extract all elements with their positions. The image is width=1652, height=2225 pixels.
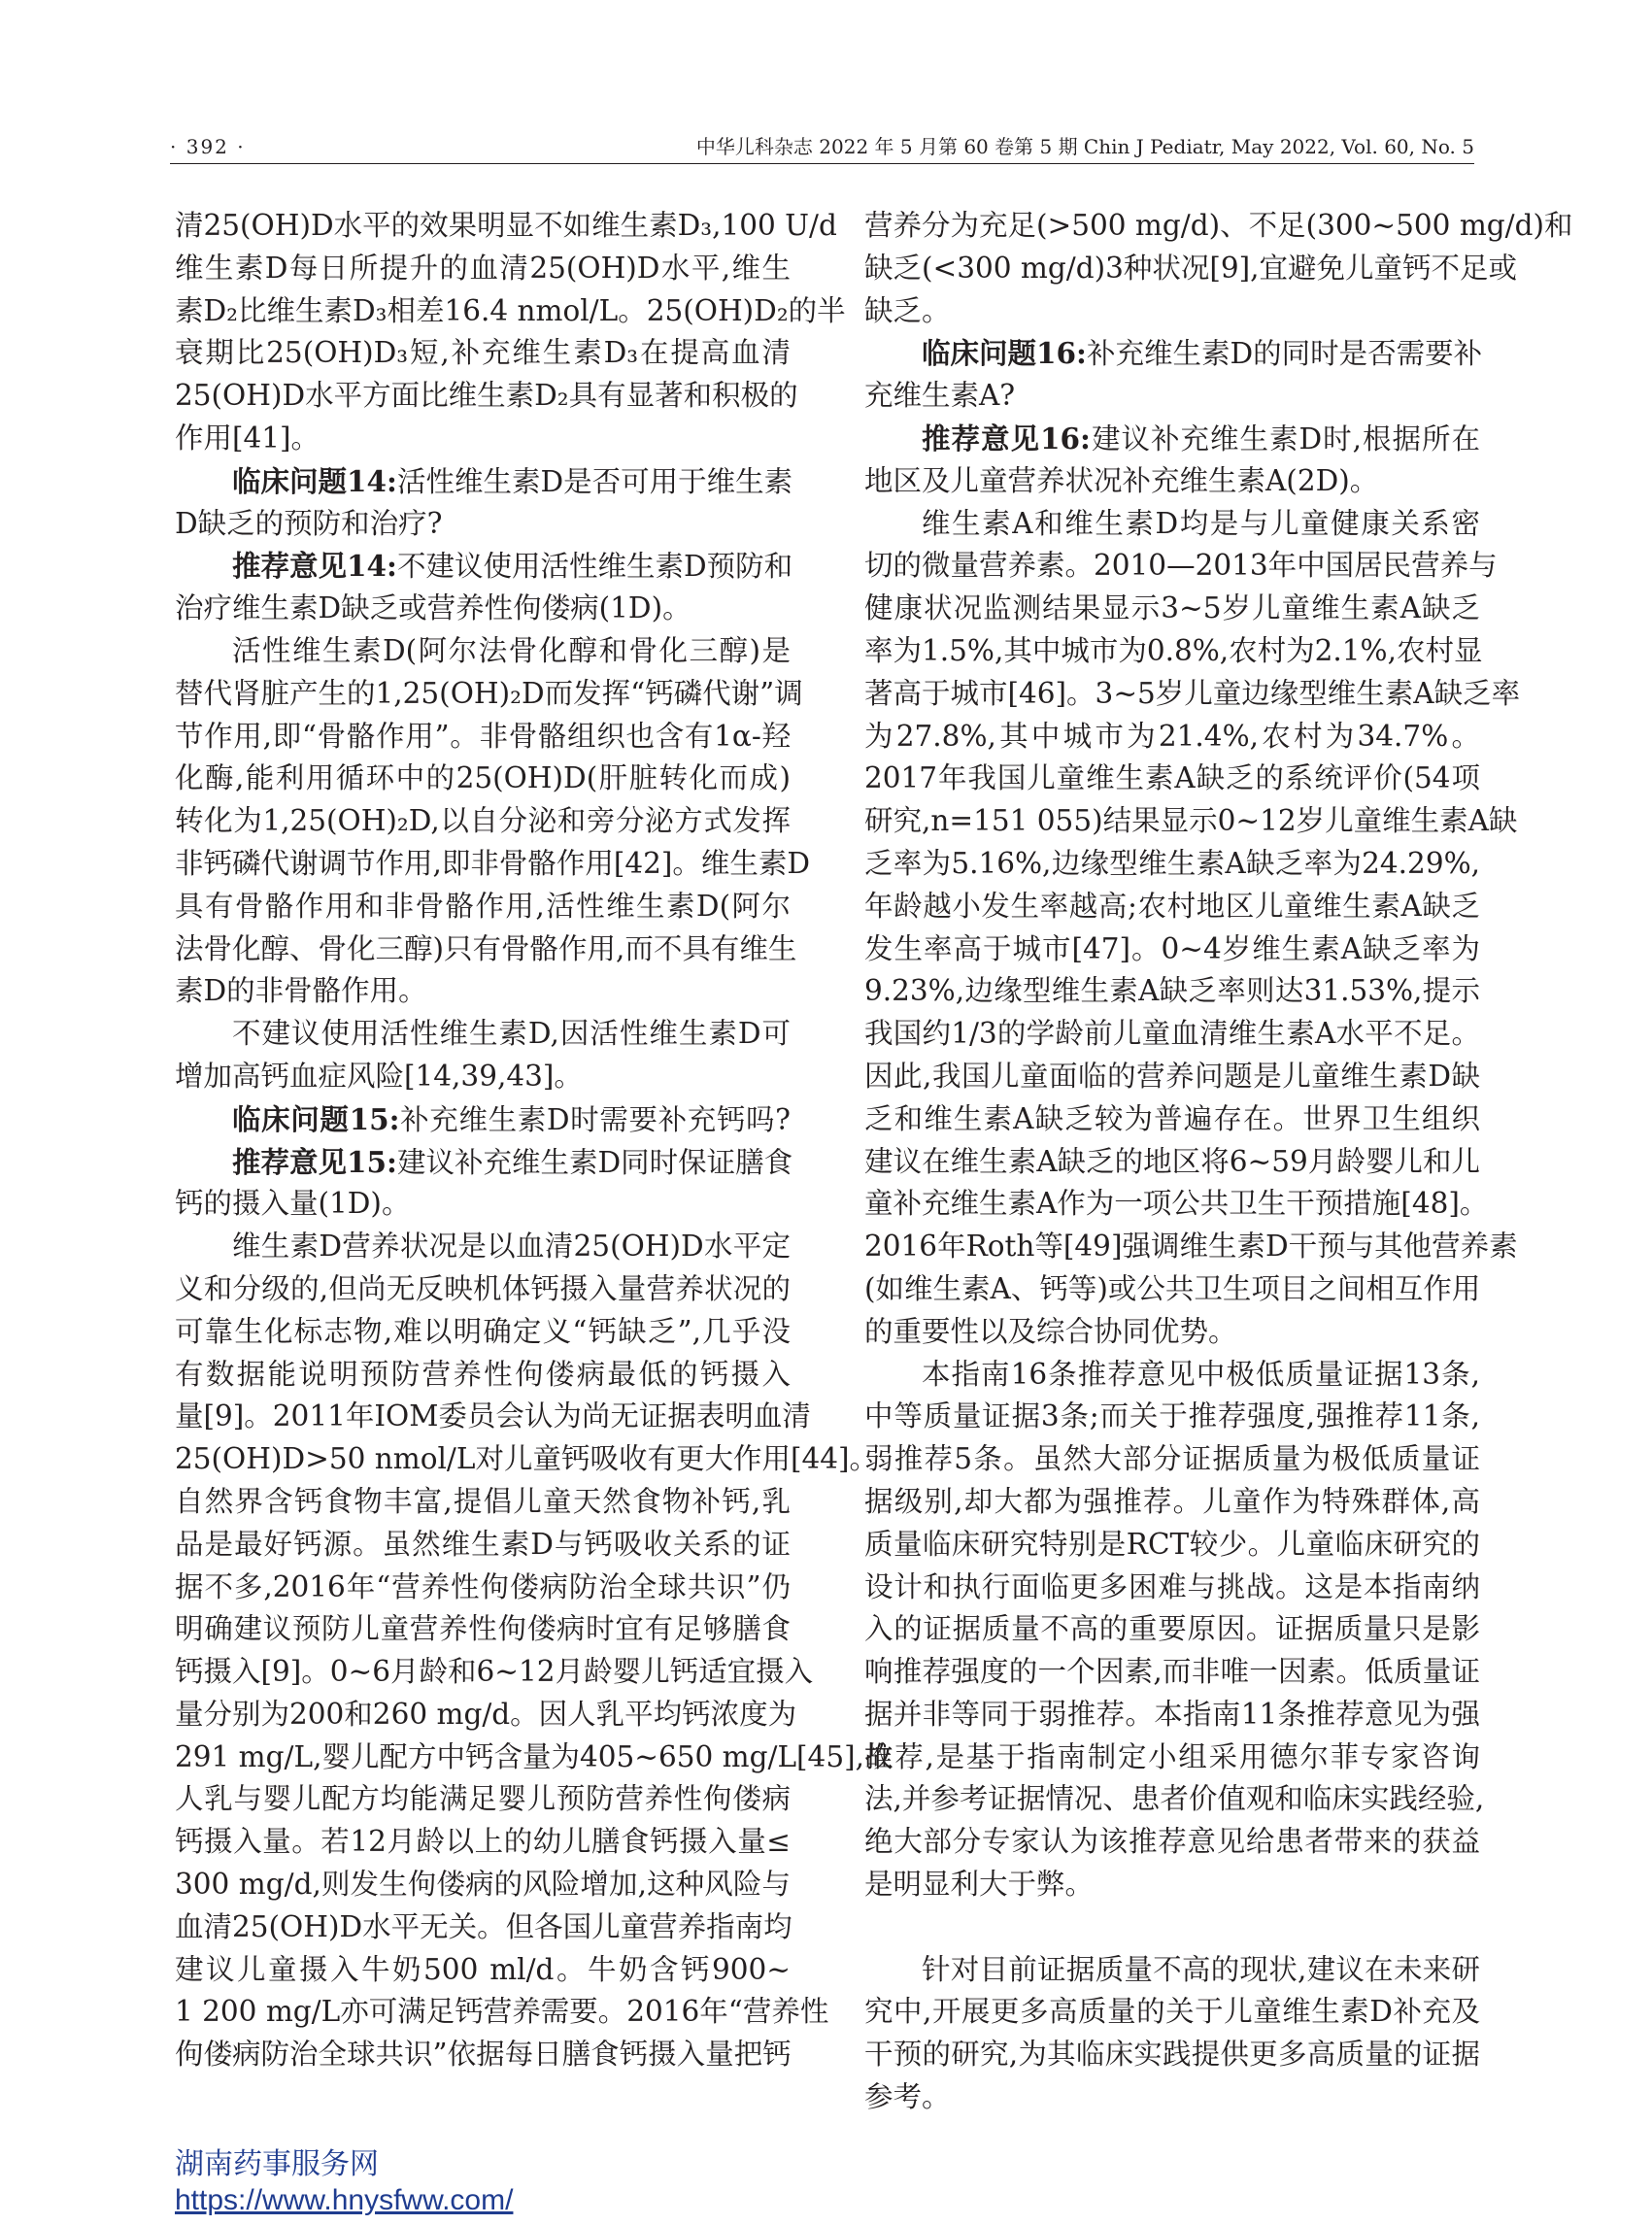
text-line (175, 1056, 791, 1098)
line-text: 参考。 (864, 2080, 951, 2114)
line-text: 291 mg/L,婴儿配方中钙含量为405~650 mg/L[45],故 (175, 1739, 893, 1773)
line-text: 衰期比25(OH)D₃短,补充维生素D₃在提高血清 (175, 336, 791, 370)
line-text: 绝大部分专家认为该推荐意见给患者带来的获益 (864, 1825, 1480, 1859)
question-label: 推荐意见15: (232, 1144, 397, 1179)
text-line (175, 290, 846, 333)
line-text: 建议在维生素A缺乏的地区将6~59月龄婴儿和儿 (864, 1144, 1480, 1178)
line-text: 法骨化醇、骨化三醇)只有骨骼作用,而不具有维生 (175, 931, 797, 965)
line-text: 化酶,能利用循环中的25(OH)D(肝脏转化而成) (175, 761, 791, 795)
line-text: 具有骨骼作用和非骨骼作用,活性维生素D(阿尔 (175, 889, 791, 923)
question-label: 推荐意见16: (922, 421, 1091, 455)
line-text: 弱推荐5条。虽然大部分证据质量为极低质量证 (864, 1442, 1480, 1476)
text-line (175, 1821, 791, 1864)
line-text: 我国约1/3的学龄前儿童血清维生素A水平不足。 (864, 1017, 1480, 1051)
text-line (864, 886, 1480, 928)
line-text: 清25(OH)D水平的效果明显不如维生素D₃,100 U/d (175, 209, 837, 242)
line-text: 建议补充维生素D同时保证膳食 (396, 1145, 793, 1179)
line-text: 健康状况监测结果显示3~5岁儿童维生素A缺乏 (864, 591, 1480, 625)
question-label: 临床问题15: (232, 1101, 400, 1136)
line-text: 钙摄入[9]。0~6月龄和6~12月龄婴儿钙适宜摄入 (175, 1655, 814, 1689)
line-text: 钙摄入量。若12月龄以上的幼儿膳食钙摄入量≤ (175, 1825, 791, 1859)
text-line (175, 843, 811, 886)
text-line (864, 2076, 1480, 2119)
text-line (864, 418, 1480, 460)
text-line (864, 2034, 1480, 2076)
text-line (175, 1311, 791, 1354)
text-line (864, 1906, 1480, 1949)
line-text: 入的证据质量不高的重要原因。证据质量只是影 (864, 1612, 1480, 1646)
line-text: 推荐,是基于指南制定小组采用德尔菲专家咨询 (864, 1739, 1480, 1773)
text-line (175, 1949, 791, 1992)
text-line (175, 1906, 791, 1949)
text-line (864, 1991, 1480, 2034)
text-line (175, 1651, 814, 1694)
line-text: 节作用,即“骨骼作用”。非骨骼组织也含有1α-羟 (175, 719, 791, 753)
text-line (175, 886, 791, 928)
text-line (864, 1226, 1518, 1268)
line-text: 据级别,却大都为强推荐。儿童作为特殊群体,高 (864, 1484, 1480, 1518)
line-text: 缺乏。 (864, 293, 951, 327)
line-text: 建议儿童摄入牛奶500 ml/d。牛奶含钙900~ (175, 1952, 791, 1986)
line-text: 质量临床研究特别是RCT较少。儿童临床研究的 (864, 1527, 1480, 1561)
line-text: 维生素A和维生素D均是与儿童健康关系密 (922, 506, 1480, 540)
text-line (175, 1736, 893, 1779)
line-text: 地区及儿童营养状况补充维生素A(2D)。 (864, 463, 1379, 497)
line-text: 素D₂比维生素D₃相差16.4 nmol/L。25(OH)D₂的半 (175, 293, 846, 327)
text-line (864, 588, 1480, 630)
text-line (175, 1608, 791, 1651)
text-line (864, 673, 1521, 716)
line-text: 缺乏(<300 mg/d)3种状况[9],宜避免儿童钙不足或 (864, 251, 1518, 285)
text-line (864, 630, 1483, 673)
line-text: 9.23%,边缘型维生素A缺乏率则达31.53%,提示 (864, 974, 1480, 1008)
text-line (864, 1311, 1480, 1354)
line-text: 乏率为5.16%,边缘型维生素A缺乏率为24.29%, (864, 846, 1480, 880)
line-text: 发生率高于城市[47]。0~4岁维生素A缺乏率为 (864, 931, 1480, 965)
page-number: · 392 · (170, 135, 246, 158)
line-text: 维生素D每日所提升的血清25(OH)D水平,维生 (175, 251, 791, 285)
site-url-link[interactable]: https://www.hnysfww.com/ (175, 2184, 514, 2216)
text-line (175, 673, 803, 716)
text-line (175, 970, 791, 1013)
line-text: 量分别为200和260 mg/d。因人乳平均钙浓度为 (175, 1697, 797, 1731)
text-line (175, 1694, 797, 1736)
text-line (175, 588, 791, 630)
text-line (175, 248, 791, 290)
text-line (864, 928, 1480, 971)
line-text: 2016年Roth等[49]强调维生素D干预与其他营养素 (864, 1230, 1518, 1264)
line-text: 活性维生素D(阿尔法骨化醇和骨化三醇)是 (232, 633, 791, 667)
line-text: 钙的摄入量(1D)。 (175, 1187, 411, 1221)
line-text: 据不多,2016年“营养性佝偻病防治全球共识”仍 (175, 1569, 791, 1603)
line-text: 补充维生素D时需要补充钙吗? (399, 1102, 791, 1136)
text-line (864, 1183, 1489, 1226)
line-text: 是明显利大于弊。 (864, 1868, 1095, 1902)
line-text: 本指南16条推荐意见中极低质量证据13条, (922, 1357, 1480, 1391)
line-text: 义和分级的,但尚无反映机体钙摄入量营养状况的 (175, 1271, 791, 1305)
text-line (864, 1396, 1480, 1438)
text-line (175, 758, 791, 800)
text-line (175, 928, 797, 971)
line-text: 不建议使用活性维生素D,因活性维生素D可 (232, 1017, 791, 1051)
text-line (175, 205, 837, 248)
text-line (175, 1778, 791, 1821)
line-text: 中等质量证据3条;而关于推荐强度,强推荐11条, (864, 1399, 1480, 1433)
text-line (864, 1736, 1480, 1779)
line-text: (如维生素A、钙等)或公共卫生项目之间相互作用 (864, 1271, 1481, 1305)
line-text: 干预的研究,为其临床实践提供更多高质量的证据 (864, 2038, 1480, 2072)
line-text: 血清25(OH)D水平无关。但各国儿童营养指南均 (175, 1909, 792, 1943)
text-line (175, 332, 791, 375)
text-line (864, 758, 1480, 800)
right-column (864, 205, 1573, 2119)
line-text: 营养分为充足(>500 mg/d)、不足(300~500 mg/d)和 (864, 209, 1573, 242)
text-line (175, 716, 791, 759)
journal-citation: 中华儿科杂志 2022 年 5 月第 60 卷第 5 期 Chin J Pediatr, May 2022, Vol. 60, No. 5 (695, 135, 1474, 158)
text-line (175, 1268, 791, 1311)
line-text: 25(OH)D>50 nmol/L对儿童钙吸收有更大作用[44]。 (175, 1442, 879, 1476)
text-line (175, 1481, 791, 1524)
text-line (175, 1226, 791, 1268)
line-text: 佝偻病防治全球共识”依据每日膳食钙摄入量把钙 (175, 2038, 792, 2072)
text-line (175, 1098, 791, 1141)
text-line (864, 460, 1480, 503)
running-header (170, 130, 1474, 164)
line-text: 响推荐强度的一个因素,而非唯一因素。低质量证 (864, 1655, 1480, 1689)
text-line (864, 205, 1573, 248)
text-line (864, 545, 1498, 588)
text-line (864, 716, 1480, 759)
text-line (175, 503, 791, 546)
line-text: 设计和执行面临更多困难与挑战。这是本指南纳 (864, 1569, 1480, 1603)
text-line (864, 1524, 1480, 1567)
line-text: 的重要性以及综合协同优势。 (864, 1314, 1237, 1348)
line-text: 乏和维生素A缺乏较为普遍存在。世界卫生组织 (864, 1101, 1480, 1135)
text-line (864, 800, 1518, 843)
text-line (864, 503, 1480, 546)
line-text: 研究,n=151 055)结果显示0~12岁儿童维生素A缺 (864, 804, 1518, 838)
text-line (864, 1268, 1480, 1311)
line-text: 量[9]。2011年IOM委员会认为尚无证据表明血清 (175, 1399, 811, 1433)
line-text: 年龄越小发生率越高;农村地区儿童维生素A缺乏 (864, 889, 1480, 923)
line-text: 率为1.5%,其中城市为0.8%,农村为2.1%,农村显 (864, 633, 1483, 667)
text-line (864, 332, 1483, 375)
line-text: 补充维生素D的同时是否需要补 (1086, 337, 1483, 371)
line-text: 有数据能说明预防营养性佝偻病最低的钙摄入 (175, 1357, 791, 1391)
line-text: 充维生素A? (864, 379, 1016, 413)
text-line (175, 1991, 829, 2034)
line-text: 童补充维生素A作为一项公共卫生干预措施[48]。 (864, 1187, 1489, 1221)
left-column (175, 205, 893, 2076)
text-line (864, 1567, 1480, 1609)
text-line (864, 1864, 1480, 1906)
text-line (175, 418, 791, 460)
text-line (864, 1821, 1480, 1864)
text-line (175, 1567, 791, 1609)
text-line (175, 1864, 791, 1906)
text-line (864, 1694, 1480, 1736)
line-text: 非钙磷代谢调节作用,即非骨骼作用[42]。维生素D (175, 846, 811, 880)
line-text: 2017年我国儿童维生素A缺乏的系统评价(54项 (864, 761, 1480, 795)
text-line (864, 375, 1480, 418)
line-text: 法,并参考证据情况、患者价值观和临床实践经验, (864, 1782, 1485, 1816)
line-text: 究中,开展更多高质量的关于儿童维生素D补充及 (864, 1995, 1480, 2029)
line-text: 1 200 mg/L亦可满足钙营养需要。2016年“营养性 (175, 1995, 829, 2029)
text-line (864, 970, 1480, 1013)
line-text: 明确建议预防儿童营养性佝偻病时宜有足够膳食 (175, 1612, 791, 1646)
text-line (175, 375, 798, 418)
text-line (175, 1183, 791, 1226)
text-line (864, 1354, 1480, 1397)
line-text: 据并非等同于弱推荐。本指南11条推荐意见为强 (864, 1697, 1480, 1731)
line-text: 可靠生化标志物,难以明确定义“钙缺乏”,几乎没 (175, 1314, 791, 1348)
line-text: 著高于城市[46]。3~5岁儿童边缘型维生素A缺乏率 (864, 676, 1521, 710)
line-text: 自然界含钙食物丰富,提倡儿童天然食物补钙,乳 (175, 1484, 791, 1518)
text-line (175, 630, 791, 673)
text-line (864, 1608, 1480, 1651)
line-text: 因此,我国儿童面临的营养问题是儿童维生素D缺 (864, 1059, 1480, 1093)
watermark-footer (175, 2146, 513, 2218)
text-line (175, 545, 791, 588)
question-label: 临床问题14: (232, 463, 397, 498)
question-label: 临床问题16: (922, 336, 1087, 371)
text-line (864, 1056, 1480, 1098)
line-text: 替代肾脏产生的1,25(OH)₂D而发挥“钙磷代谢”调 (175, 676, 803, 710)
line-text: 25(OH)D水平方面比维生素D₂具有显著和积极的 (175, 379, 798, 413)
text-line (175, 1354, 791, 1397)
text-line (175, 1141, 791, 1184)
line-text: 维生素D营养状况是以血清25(OH)D水平定 (232, 1230, 791, 1264)
text-line (864, 1651, 1480, 1694)
text-line (175, 1524, 791, 1567)
line-text: 治疗维生素D缺乏或营养性佝偻病(1D)。 (175, 591, 691, 625)
line-text: 人乳与婴儿配方均能满足婴儿预防营养性佝偻病 (175, 1782, 791, 1816)
text-line (175, 800, 791, 843)
text-line (864, 248, 1518, 290)
text-line (864, 1098, 1480, 1141)
line-text: 300 mg/d,则发生佝偻病的风险增加,这种风险与 (175, 1868, 791, 1902)
text-line (864, 290, 1480, 333)
text-line (864, 1013, 1480, 1056)
text-line (175, 1013, 791, 1056)
line-text: 转化为1,25(OH)₂D,以自分泌和旁分泌方式发挥 (175, 804, 791, 838)
text-line (864, 1949, 1480, 1992)
text-line (175, 1438, 879, 1481)
line-text: 活性维生素D是否可用于维生素 (396, 464, 793, 498)
line-text: 不建议使用活性维生素D预防和 (396, 550, 793, 584)
line-text: 素D的非骨骼作用。 (175, 974, 427, 1008)
site-name: 湖南药事服务网 (175, 2148, 379, 2180)
text-line (175, 460, 791, 503)
line-text: 增加高钙血症风险[14,39,43]。 (175, 1059, 583, 1093)
line-text: 作用[41]。 (175, 421, 320, 455)
line-text: 针对目前证据质量不高的现状,建议在未来研 (922, 1952, 1480, 1986)
text-line (864, 843, 1480, 886)
line-text: 为27.8%,其中城市为21.4%,农村为34.7%。 (864, 719, 1480, 753)
text-line (864, 1438, 1480, 1481)
line-text: 品是最好钙源。虽然维生素D与钙吸收关系的证 (175, 1527, 791, 1561)
line-text: D缺乏的预防和治疗? (175, 506, 443, 540)
text-line (175, 2034, 791, 2076)
text-line (864, 1778, 1485, 1821)
text-line (175, 1396, 811, 1438)
text-line (864, 1141, 1480, 1184)
line-text: 建议补充维生素D时,根据所在 (1090, 421, 1480, 455)
question-label: 推荐意见14: (232, 549, 397, 584)
line-text: 切的微量营养素。2010—2013年中国居民营养与 (864, 549, 1498, 583)
text-line (864, 1481, 1480, 1524)
